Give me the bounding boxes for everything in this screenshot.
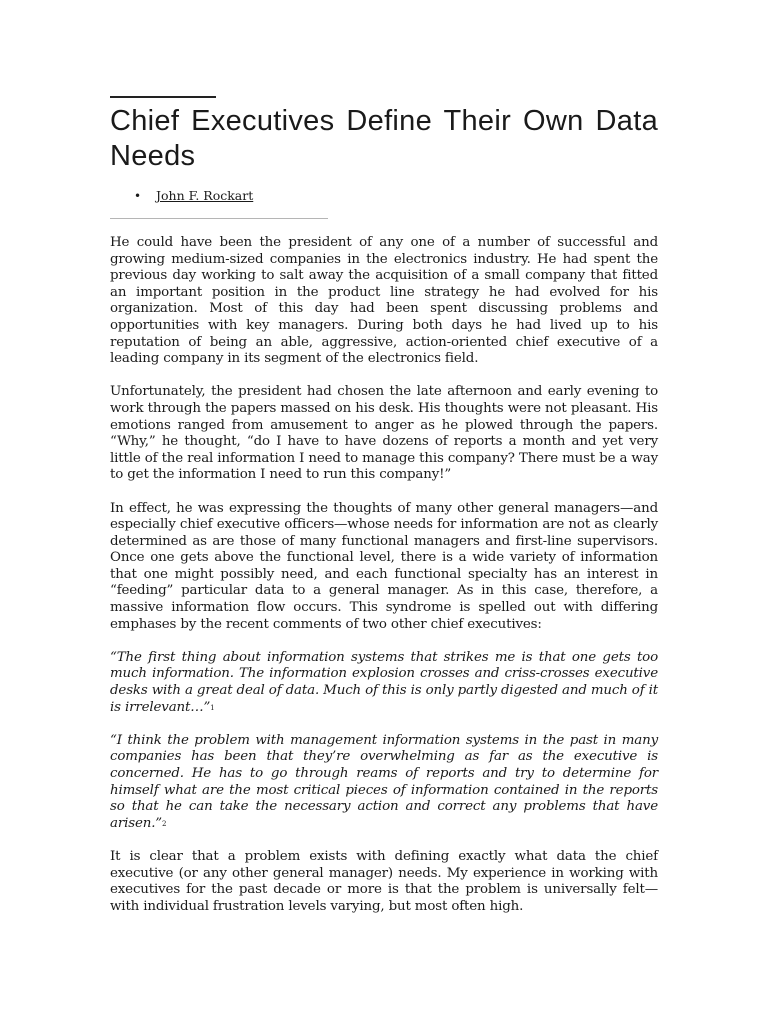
author-separator (110, 218, 328, 219)
footnote-ref-1[interactable]: 1 (210, 703, 215, 712)
article (110, 96, 658, 915)
quote-1-text: “The first thing about information systems that strikes me is that one gets too much information. The information explosion crosses and criss-crosses executive desks with a great deal of data. Much of this is only partly digested and much of it is irrelevant…” (110, 649, 658, 715)
author-list (110, 187, 658, 205)
title-top-rule (110, 96, 216, 98)
paragraph-4: It is clear that a problem exists with defining exactly what data the chief executive (or any other general manager) needs. My experience in working with executives for the past decade or more is that the problem is universally felt—with individual frustration levels varying, but most often high. (110, 848, 658, 914)
author-link[interactable]: John F. Rockart (156, 188, 254, 203)
block-quote-2 (110, 733, 658, 833)
paragraph-1: He could have been the president of any one of a number of successful and growing medium-sized companies in the electronics industry. He had spent the previous day working to salt away the acquisition of a small company that fitted an important position in the product line strategy he had evolved for his organization. Most of this day had been spent discussing problems and opportunities with key managers. During both days he had lived up to his reputation of being an able, aggressive, action-oriented chief executive of a leading company in its segment of the electronics field. (110, 235, 658, 367)
paragraph-2: Unfortunately, the president had chosen the late afternoon and early evening to work through the papers massed on his desk. His thoughts were not pleasant. His emotions ranged from amusement to anger as he plowed through the papers. “Why,” he thought, “do I have to have dozens of reports a month and yet very little of the real information I need to manage this company? There must be a way to get the information I need to run this company!” (110, 384, 658, 483)
article-title: Chief Executives Define Their Own Data Needs (110, 105, 658, 172)
author-item (134, 187, 658, 205)
bullet-icon: • (134, 189, 142, 203)
footnote-ref-2[interactable]: 2 (162, 819, 167, 828)
block-quote-1 (110, 650, 658, 716)
quote-2-text: “I think the problem with management information systems in the past in many companies has been that they’re overwhelming as far as the executive is concerned. He has to go through reams of reports and try to determine for himself what are the most critical pieces of information contained in the reports so that he can take the necessary action and correct any problems that have arisen.” (110, 732, 658, 831)
paragraph-3: In effect, he was expressing the thoughts of many other general managers—and especially chief executive officers—whose needs for information are not as clearly determined as are those of many functional managers and first-line supervisors. Once one gets above the functional level, there is a wide variety of information that one might possibly need, and each functional specialty has an interest in “feeding” particular data to a general manager. As in this case, therefore, a massive information flow occurs. This syndrome is spelled out with differing emphases by the recent comments of two other chief executives: (110, 500, 658, 632)
